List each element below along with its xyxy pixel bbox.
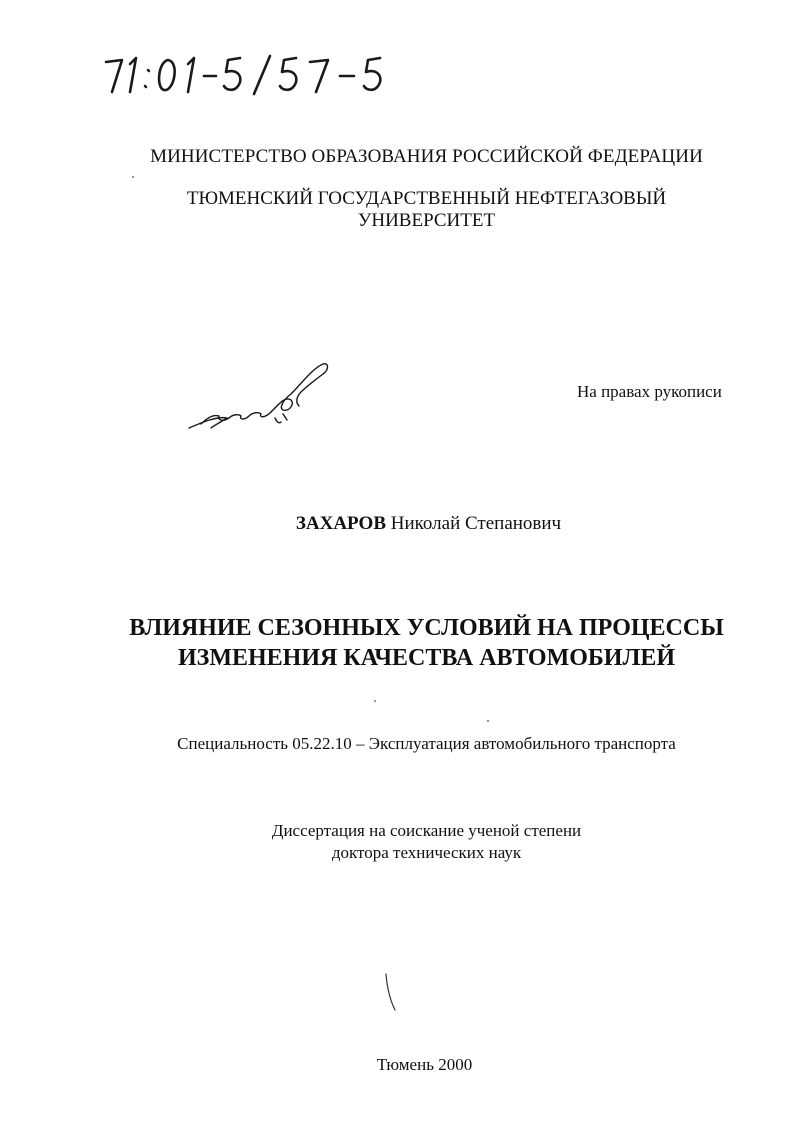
author-name	[32, 513, 793, 535]
degree-statement	[30, 820, 793, 864]
scan-speck	[374, 700, 376, 702]
degree-line-1: Диссертация на соискание ученой степени	[271, 821, 582, 840]
city-year: Тюмень 2000	[376, 1055, 473, 1074]
scan-speck	[132, 176, 134, 178]
degree-line-2: доктора технических наук	[331, 843, 522, 862]
handwritten-signature	[183, 356, 333, 436]
dissertation-title	[30, 613, 793, 673]
university-heading	[30, 188, 793, 232]
author-given-names: Николай Степанович	[390, 513, 562, 534]
university-line-1: ТЮМЕНСКИЙ ГОСУДАРСТВЕННЫЙ НЕФТЕГАЗОВЫЙ	[186, 188, 667, 209]
pencil-mark	[383, 972, 399, 1012]
author-surname: ЗАХАРОВ	[295, 513, 386, 534]
ministry-heading: МИНИСТЕРСТВО ОБРАЗОВАНИЯ РОССИЙСКОЙ ФЕДЕРАЦИИ	[150, 146, 703, 167]
scan-speck	[487, 720, 489, 722]
rights-note: На правах рукописи	[577, 382, 722, 401]
university-line-2: УНИВЕРСИТЕТ	[357, 210, 496, 231]
title-line-2: ИЗМЕНЕНИЯ КАЧЕСТВА АВТОМОБИЛЕЙ	[177, 645, 675, 671]
specialty-line: Специальность 05.22.10 – Эксплуатация автомобильного транспорта	[177, 734, 676, 753]
handwritten-archive-code	[100, 48, 430, 100]
title-line-1: ВЛИЯНИЕ СЕЗОННЫХ УСЛОВИЙ НА ПРОЦЕССЫ	[129, 615, 724, 641]
